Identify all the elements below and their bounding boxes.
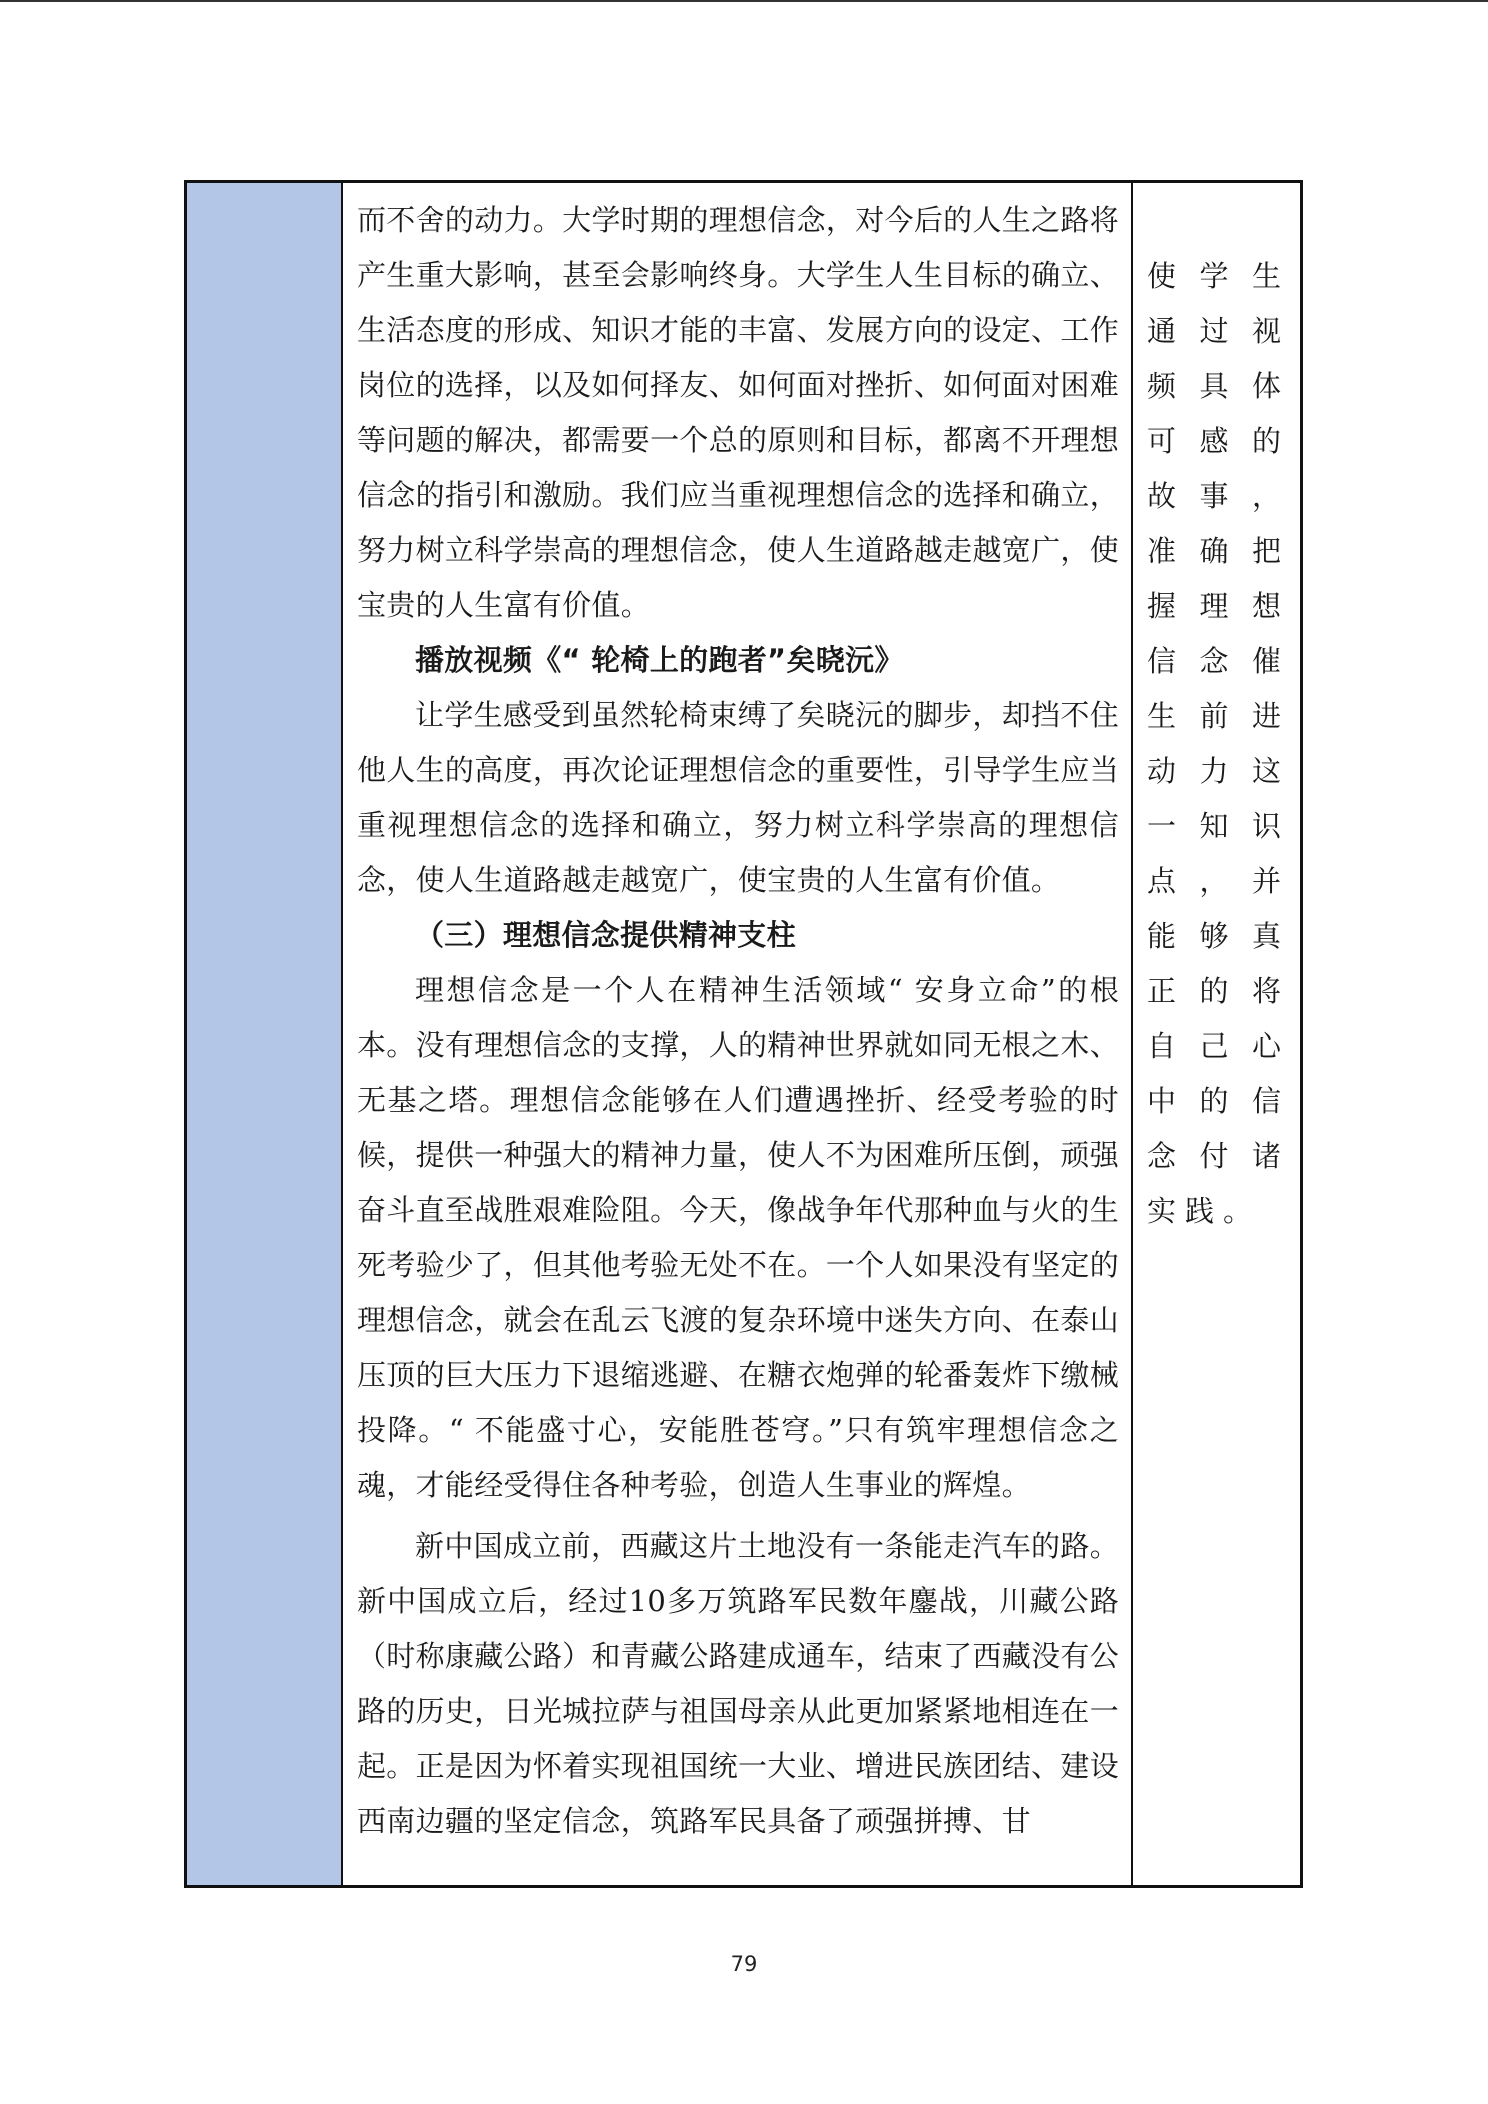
teaching-content-column (343, 183, 1133, 1885)
section-label-column (187, 183, 343, 1885)
paragraph-tibet-road: 新中国成立前，西藏这片土地没有一条能走汽车的路。新中国成立后，经过10多万筑路军民数年鏖战，川藏公路（时称康藏公路）和青藏公路建成通车，结束了西藏没有公路的历史，日光城拉萨与祖国母亲从此更加紧紧地相连在一起。正是因为怀着实现祖国统一大业、增进民族团结、建设西南边疆的坚定信念，筑路军民具备了顽强拼搏、甘 (357, 1529, 1119, 1838)
paragraph-continuation: 而不舍的动力。大学时期的理想信念，对今后的人生之路将产生重大影响，甚至会影响终身。大学生人生目标的确立、生活态度的形成、知识才能的丰富、发展方向的设定、工作岗位的选择，以及如何择友、如何面对挫折、如何面对困难等问题的解决，都需要一个总的原则和目标，都离不开理想信念的指引和激励。我们应当重视理想信念的选择和确立，努力树立科学崇高的理想信念，使人生道路越走越宽广，使宝贵的人生富有价值。 (357, 203, 1119, 622)
video-heading: 播放视频《“ 轮椅上的跑者”矣晓沅》 (415, 643, 904, 677)
design-intent-note: 使学生通过视频具体可感的故事，准确把握理想信念催生前进动力这一知识点，并能够真正的将自己心中的信念付诸实践。 (1147, 259, 1290, 1228)
paragraph-spiritual-pillar: 理想信念是一个人在精神生活领域“ 安身立命”的根本。没有理想信念的支撑，人的精神世界就如同无根之木、无基之塔。理想信念能够在人们遭遇挫折、经受考验的时候，提供一种强大的精神力量，使人不为困难所压倒，顽强奋斗直至战胜艰难险阻。今天，像战争年代那种血与火的生死考验少了，但其他考验无处不在。一个人如果没有坚定的理想信念，就会在乱云飞渡的复杂环境中迷失方向、在泰山压顶的巨大压力下退缩逃避、在糖衣炮弹的轮番轰炸下缴械投降。“ 不能盛寸心，安能胜苍穹。”只有筑牢理想信念之魂，才能经受得住各种考验，创造人生事业的辉煌。 (357, 973, 1119, 1502)
page-number: 79 (730, 1952, 758, 1976)
lesson-plan-table (184, 180, 1303, 1888)
design-intent-column (1133, 183, 1300, 1885)
paragraph-video-summary: 让学生感受到虽然轮椅束缚了矣晓沅的脚步，却挡不住他人生的高度，再次论证理想信念的重要性，引导学生应当重视理想信念的选择和确立，努力树立科学崇高的理想信念，使人生道路越走越宽广，使宝贵的人生富有价值。 (357, 698, 1119, 897)
section-heading: （三）理想信念提供精神支柱 (415, 918, 796, 952)
top-border-line (0, 0, 1488, 2)
